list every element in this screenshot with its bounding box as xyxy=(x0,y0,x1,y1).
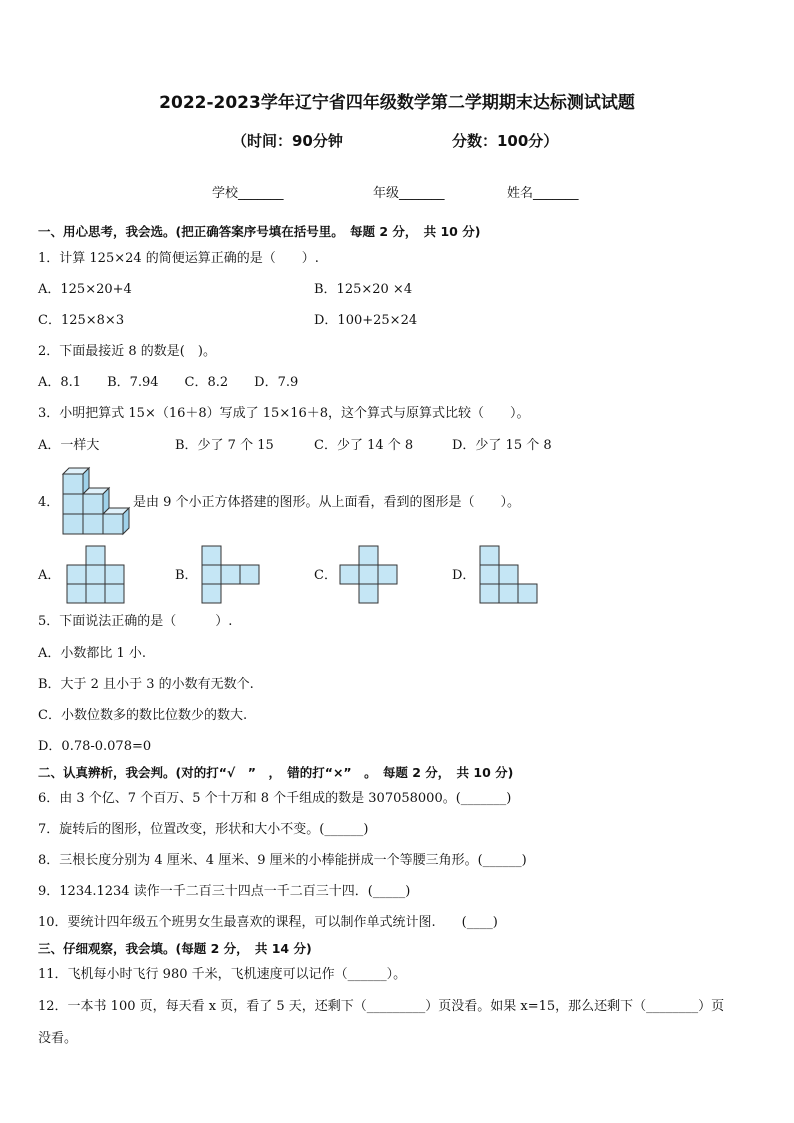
q1-option-c: C．125×8×3 xyxy=(38,313,125,328)
name-field: 姓名_______ xyxy=(507,186,579,201)
q3-stem: 3．小明把算式 15×（16＋8）写成了 15×16＋8，这个算式与原算式比较（ ）。 xyxy=(38,406,530,421)
q12: 12．一本书 100 页，每天看 x 页，看了 5 天，还剩下（_________）页没看。如果 x=15，那么还剩下（________）页 xyxy=(38,999,725,1014)
q5-stem: 5．下面说法正确的是（ ）. xyxy=(38,614,233,629)
q6: 6．由 3 个亿、7 个百万、5 个十万和 8 个千组成的数是 307058000。(_______) xyxy=(38,791,512,806)
option-b-shape xyxy=(202,546,260,604)
q9: 9．1234.1234 读作一千二百三十四点一千二百三十四．(_____) xyxy=(38,884,411,899)
option-a-shape xyxy=(67,546,125,604)
page-title: 2022-2023学年辽宁省四年级数学第二学期期末达标测试试题 xyxy=(159,93,635,113)
q1-option-a: A．125×20+4 xyxy=(38,282,132,297)
q10: 10．要统计四年级五个班男女生最喜欢的课程，可以制作单式统计图. (____) xyxy=(38,915,498,930)
section1-header: 一、用心思考，我会选。(把正确答案序号填在括号里。 每题 2 分， 共 10 分) xyxy=(38,224,481,239)
q2-stem: 2．下面最接近 8 的数是( )。 xyxy=(38,344,216,359)
cube-stack-figure xyxy=(60,468,132,534)
q3-option-c: C．少了 14 个 8 xyxy=(314,438,414,453)
q4-option-c: C． xyxy=(314,568,337,583)
q5-option-d: D．0.78-0.078=0 xyxy=(38,739,152,754)
q4-number: 4． xyxy=(38,495,60,510)
q4-option-a: A． xyxy=(38,568,61,583)
q12-continued: 没看。 xyxy=(38,1031,78,1046)
q5-option-b: B．大于 2 且小于 3 的小数有无数个. xyxy=(38,677,254,692)
q3-option-b: B．少了 7 个 15 xyxy=(175,438,274,453)
section3-header: 三、仔细观察，我会填。(每题 2 分， 共 14 分) xyxy=(38,941,312,956)
section2-header: 二、认真辨析，我会判。(对的打“√ ” ， 错的打“×” 。 每题 2 分， 共 10 分) xyxy=(38,765,514,780)
q1-option-b: B．125×20 ×4 xyxy=(314,282,413,297)
q4-option-b: B． xyxy=(175,568,198,583)
option-c-shape xyxy=(340,546,398,604)
q1-stem: 1．计算 125×24 的简便运算正确的是（ ）. xyxy=(38,251,319,266)
q4-option-d: D． xyxy=(452,568,476,583)
q5-option-c: C．小数位数多的数比位数少的数大. xyxy=(38,708,248,723)
q3-option-d: D．少了 15 个 8 xyxy=(452,438,552,453)
q4-stem: 是由 9 个小正方体搭建的图形。从上面看，看到的图形是（ ）。 xyxy=(133,495,521,510)
school-field: 学校_______ xyxy=(212,186,284,201)
q11: 11．飞机每小时飞行 980 千米，飞机速度可以记作（______）。 xyxy=(38,967,407,982)
q5-option-a: A．小数都比 1 小. xyxy=(38,646,147,661)
q7: 7．旋转后的图形，位置改变，形状和大小不变。(______) xyxy=(38,822,369,837)
q1-option-d: D．100+25×24 xyxy=(314,313,418,328)
option-d-shape xyxy=(480,546,538,604)
exam-score: 分数：100分） xyxy=(452,132,559,150)
q2-options: A．8.1 B．7.94 C．8.2 D．7.9 xyxy=(38,375,299,390)
grade-field: 年级_______ xyxy=(373,186,445,201)
q3-option-a: A．一样大 xyxy=(38,438,100,453)
q8: 8．三根长度分别为 4 厘米、4 厘米、9 厘米的小棒能拼成一个等腰三角形。(______) xyxy=(38,853,527,868)
exam-time: （时间：90分钟 xyxy=(232,132,343,150)
